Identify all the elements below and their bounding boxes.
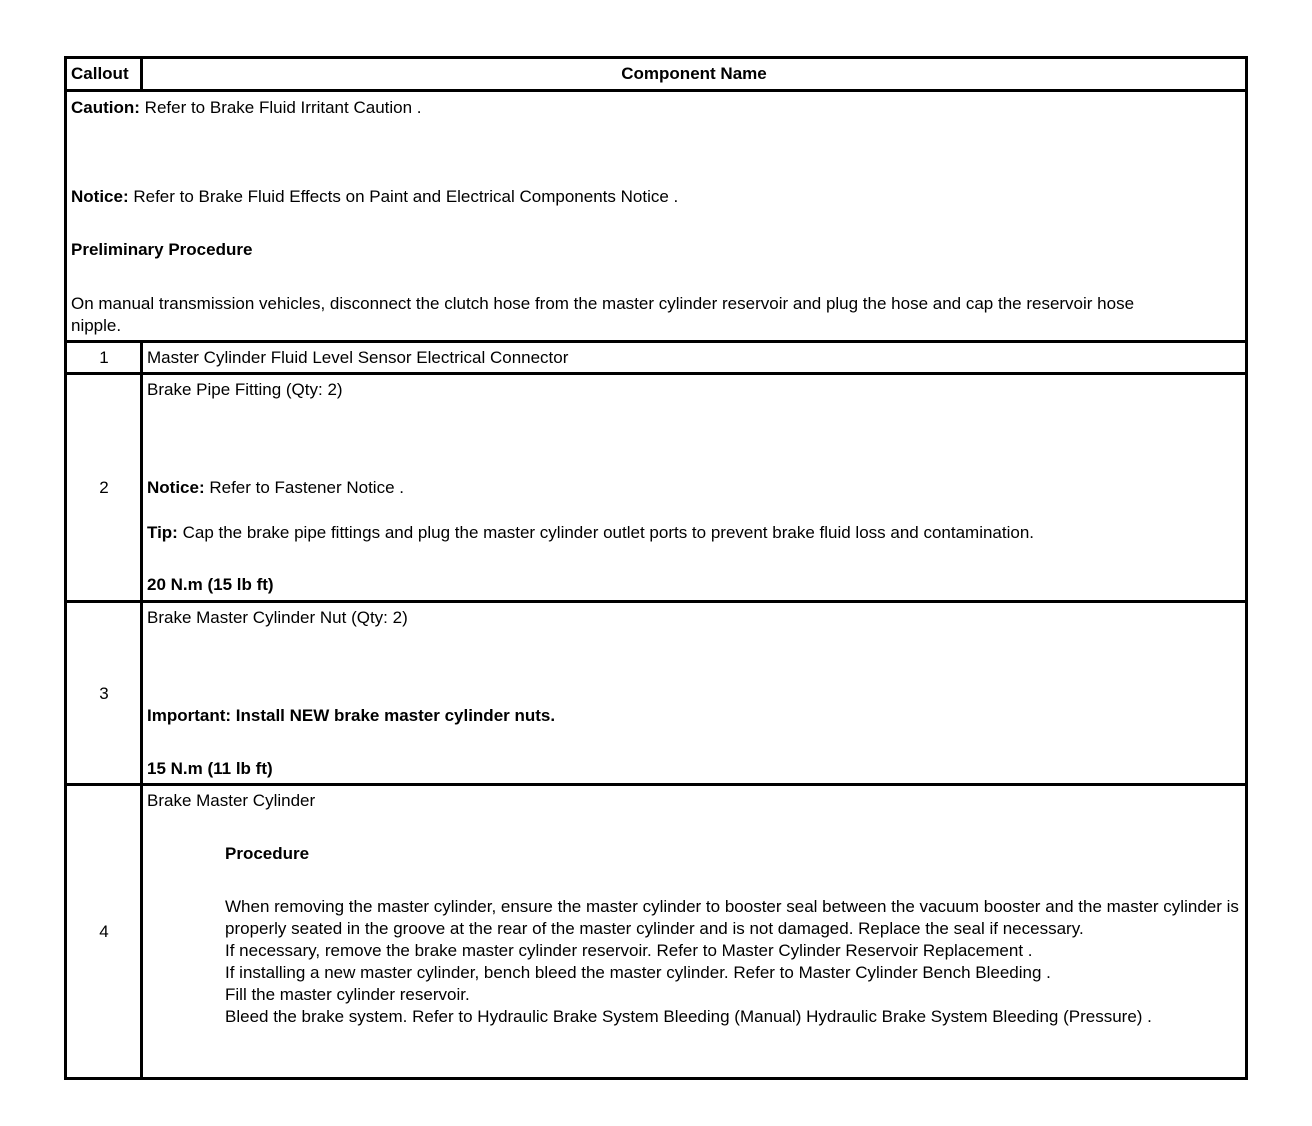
row3-component-name: Brake Master Cylinder Nut (Qty: 2) — [147, 608, 408, 627]
row2-torque: 20 N.m (15 lb ft) — [147, 575, 274, 594]
procedure-step: If necessary, remove the brake master cylinder reservoir. Refer to Master Cylinder Reservoir Replacement . — [225, 941, 1033, 960]
callout-3: 3 — [99, 684, 109, 703]
procedure-step: If installing a new master cylinder, bench bleed the master cylinder. Refer to Master Cylinder Bench Bleeding . — [225, 963, 1051, 982]
row4-component-name: Brake Master Cylinder — [147, 791, 316, 810]
row2-notice-label: Notice: — [147, 478, 205, 497]
preliminary-text: On manual transmission vehicles, disconnect the clutch hose from the master cylinder reservoir and plug the hose and cap the reservoir hose nipple. — [71, 294, 1135, 335]
caution-label: Caution: — [71, 98, 140, 117]
procedure-step: Fill the master cylinder reservoir. — [225, 985, 470, 1004]
preface-divider — [67, 340, 1245, 343]
procedure-step: Bleed the brake system. Refer to Hydraulic Brake System Bleeding (Manual) Hydraulic Brake System Bleeding (Pressure) . — [225, 1007, 1152, 1026]
procedure-step: When removing the master cylinder, ensure the master cylinder to booster seal between the vacuum booster and the master cylinder is properly seated in the groove at the rear of the master cylinder and is not damaged. Replace the seal if necessary. — [225, 897, 1239, 938]
row2-notice — [147, 477, 404, 499]
row3-important: Important: Install NEW brake master cylinder nuts. — [147, 706, 556, 725]
callout-4: 4 — [99, 922, 109, 941]
row1-component-name: Master Cylinder Fluid Level Sensor Electrical Connector — [147, 348, 569, 367]
callout-1: 1 — [99, 348, 109, 367]
row3-divider — [67, 783, 1245, 786]
preliminary-heading: Preliminary Procedure — [71, 240, 253, 259]
row2-tip-label: Tip: — [147, 523, 178, 542]
row3-torque: 15 N.m (11 lb ft) — [147, 759, 273, 778]
caution-line — [71, 97, 422, 119]
component-table — [64, 56, 1248, 1080]
row2-divider — [67, 600, 1245, 603]
caution-text: Refer to Brake Fluid Irritant Caution . — [139, 98, 422, 117]
row2-component-name: Brake Pipe Fitting (Qty: 2) — [147, 380, 343, 399]
row1-divider — [67, 372, 1245, 375]
row4-procedure-heading: Procedure — [225, 844, 310, 863]
header-divider — [67, 89, 1245, 92]
row2-notice-text: Refer to Fastener Notice . — [204, 478, 404, 497]
callout-header: Callout — [71, 64, 129, 83]
component-name-header: Component Name — [621, 64, 767, 83]
body-column-divider — [140, 340, 143, 1080]
row2-tip — [147, 522, 1034, 544]
callout-2: 2 — [99, 478, 109, 497]
notice-text: Refer to Brake Fluid Effects on Paint and Electrical Components Notice . — [128, 187, 679, 206]
row2-tip-text: Cap the brake pipe fittings and plug the master cylinder outlet ports to prevent brake fluid loss and contamination. — [177, 523, 1035, 542]
notice-label: Notice: — [71, 187, 129, 206]
notice-line — [71, 186, 678, 208]
row4-procedure-steps — [225, 896, 1239, 1028]
